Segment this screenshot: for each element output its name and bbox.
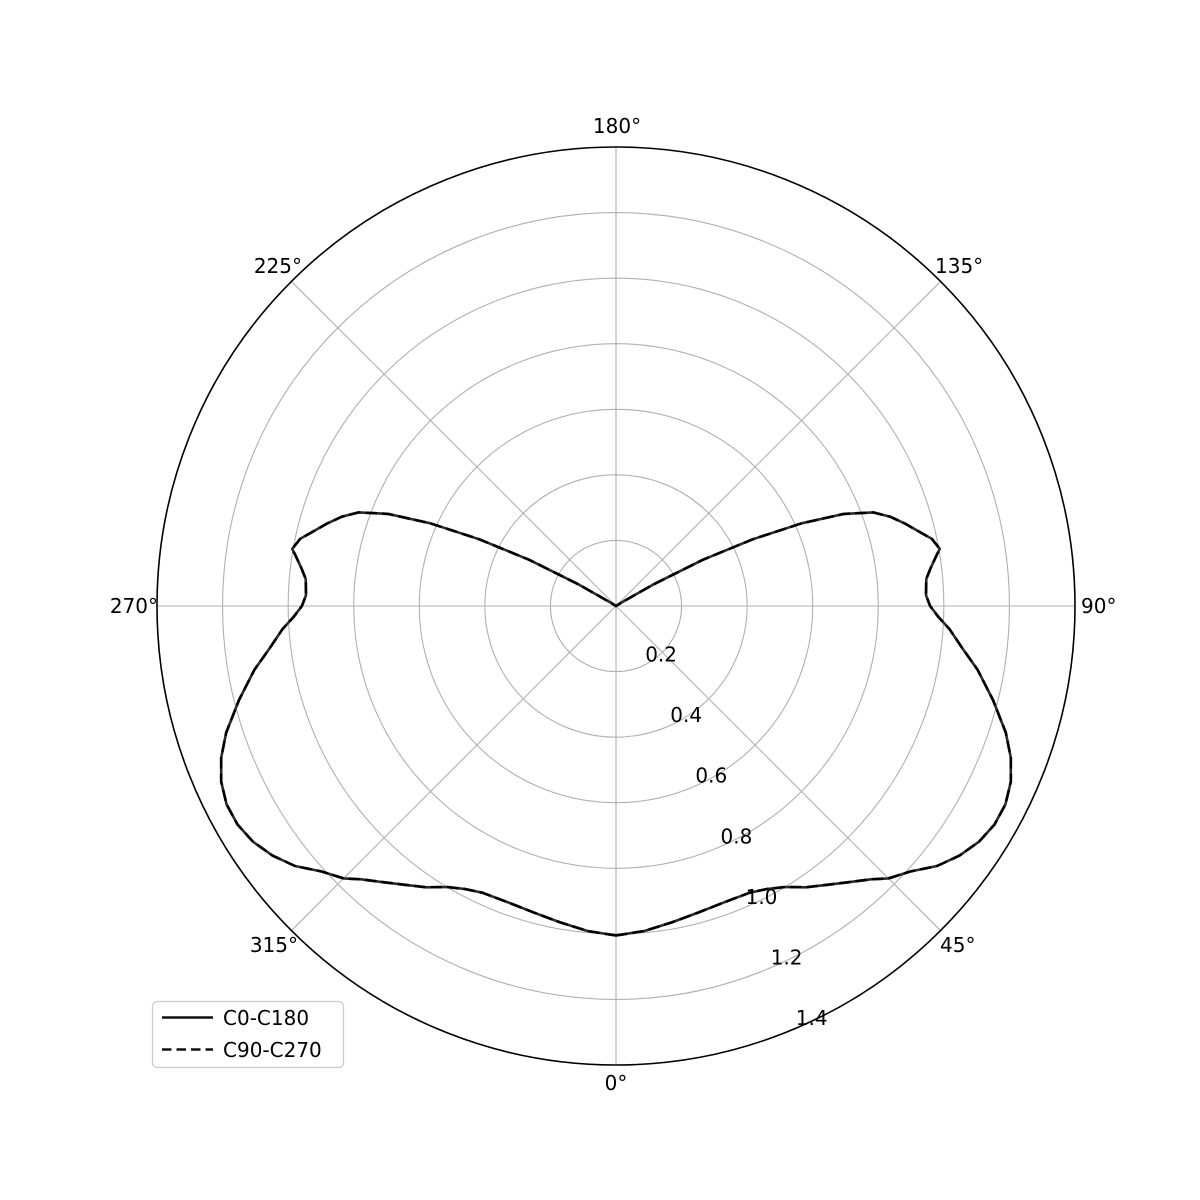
legend-label: C0-C180 (223, 1006, 310, 1030)
radius-tick-label: 0.6 (695, 763, 728, 788)
radius-tick-label: 0.2 (645, 642, 678, 667)
radius-tick-label: 1.4 (795, 1006, 828, 1031)
angle-tick-label: 135° (935, 254, 984, 278)
radius-tick-label: 0.4 (670, 703, 703, 728)
angle-tick-label: 315° (249, 933, 298, 957)
angle-tick-label: 270° (109, 594, 158, 618)
radius-tick-label: 1.0 (745, 884, 778, 909)
angle-tick-label: 225° (253, 254, 302, 278)
radius-tick-label: 1.2 (770, 945, 803, 970)
legend-label: C90-C270 (223, 1038, 322, 1062)
angle-tick-label: 90° (1081, 594, 1117, 618)
angle-tick-label: 180° (592, 114, 642, 138)
angle-tick-label: 45° (940, 933, 976, 957)
angle-tick-label: 0° (604, 1071, 628, 1095)
radius-tick-label: 0.8 (720, 824, 753, 849)
